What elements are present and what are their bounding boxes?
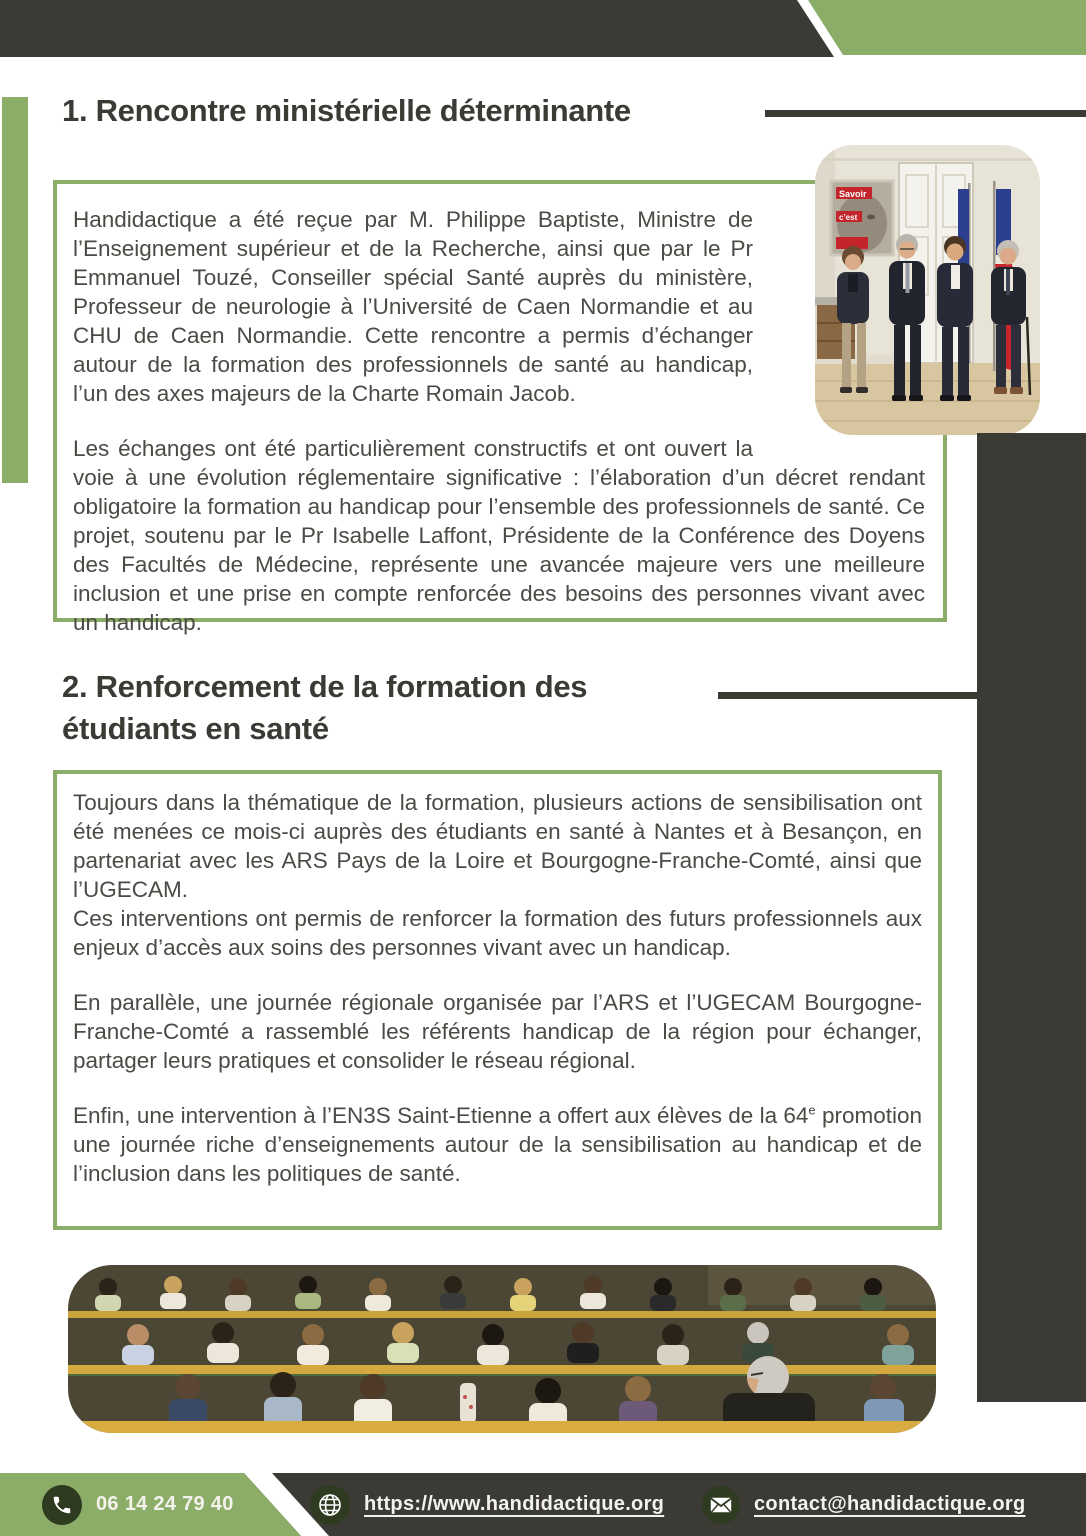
right-dark-accent-bar bbox=[977, 433, 1086, 1402]
ordinal-superscript: e bbox=[808, 1102, 816, 1118]
section2-paragraph-3: En parallèle, une journée régionale organisée par l’ARS et l’UGECAM Bourgogne-Franche-Comté a rassemblé les référents handicap de la région pour échanger, partager leurs pratiques et consolider le réseau régional. bbox=[73, 990, 922, 1073]
savoir-poster bbox=[831, 181, 893, 255]
section1-heading: 1. Rencontre ministérielle déterminante bbox=[62, 93, 631, 128]
poster-word-1: Savoir bbox=[839, 189, 867, 199]
section1-heading-rule bbox=[765, 110, 1086, 117]
lecture-hall-photo bbox=[68, 1265, 936, 1433]
section1-paragraph-1: Handidactique a été reçue par M. Philippe Baptiste, Ministre de l’Enseignement supérieur et de la Recherche, ainsi que par le Pr Emmanuel Touzé, Conseiller spécial Santé auprès du ministère, Professeur de neurologie à l’Université de Caen Normandie et au CHU de Caen Normandie. Cette rencontre a permis d’échanger autour de la formation des professionnels de santé au handicap, l’un des axes majeurs de la Charte Romain Jacob. bbox=[73, 207, 753, 406]
section1-textbox bbox=[53, 180, 947, 635]
globe-icon bbox=[310, 1485, 350, 1525]
phone-icon bbox=[42, 1485, 82, 1525]
top-green-banner bbox=[808, 0, 1086, 55]
left-green-accent-bar bbox=[2, 97, 28, 483]
section2-paragraph-4-rest: promotion une journée riche d’enseignements autour de la sensibilisation au handicap et de l’inclusion dans les politiques de santé. bbox=[73, 1103, 922, 1186]
section2-paragraph-4-text: Enfin, une intervention à l’EN3S Saint-Etienne a offert aux élèves de la 64 bbox=[73, 1103, 809, 1128]
poster-word-2: c’est bbox=[839, 213, 858, 222]
email-icon bbox=[702, 1486, 740, 1524]
section2-paragraph-1: Toujours dans la thématique de la formation, plusieurs actions de sensibilisation ont été menées ce mois-ci auprès des étudiants en santé à Nantes et à Besançon, en partenariat avec les ARS Pays de la Loire et Bourgogne-Franche-Comté, ainsi que l’UGECAM. bbox=[73, 790, 922, 902]
ministerial-meeting-photo bbox=[815, 145, 1040, 435]
section1-paragraph-2: Les échanges ont été particulièrement constructifs et ont ouvert la voie à une évolution réglementaire significative : l’élaboration d’un décret rendant obligatoire la formation au handicap pour l’ensemble des professionnels de santé. Ce projet, soutenu par le Pr Isabelle Laffont, Présidente de la Conférence des Doyens des Facultés de Médecine, représente une avancée majeure vers une meilleure inclusion et une prise en compte renforcée des besoins des personnes vivant avec un handicap. bbox=[73, 436, 925, 635]
footer-email-link[interactable]: contact@handidactique.org bbox=[754, 1493, 1026, 1515]
top-dark-banner bbox=[0, 0, 834, 57]
section2-paragraph-4 bbox=[73, 1101, 922, 1188]
ministerial-meeting-illustration bbox=[815, 145, 1040, 435]
lecture-hall-illustration bbox=[68, 1265, 936, 1433]
section2-heading: 2. Renforcement de la formation des étudiants en santé bbox=[62, 669, 588, 746]
footer-website-link[interactable]: https://www.handidactique.org bbox=[364, 1493, 665, 1515]
footer-email-group bbox=[702, 1473, 1025, 1536]
section2-textbox bbox=[53, 770, 942, 1230]
footer-phone-number: 06 14 24 79 40 bbox=[96, 1493, 234, 1515]
section2-paragraph-2: Ces interventions ont permis de renforcer la formation des futurs professionnels aux enjeux d’accès aux soins des personnes vivant avec un handicap. bbox=[73, 906, 922, 960]
footer-website-group bbox=[310, 1473, 664, 1536]
footer-phone-group bbox=[42, 1473, 234, 1536]
